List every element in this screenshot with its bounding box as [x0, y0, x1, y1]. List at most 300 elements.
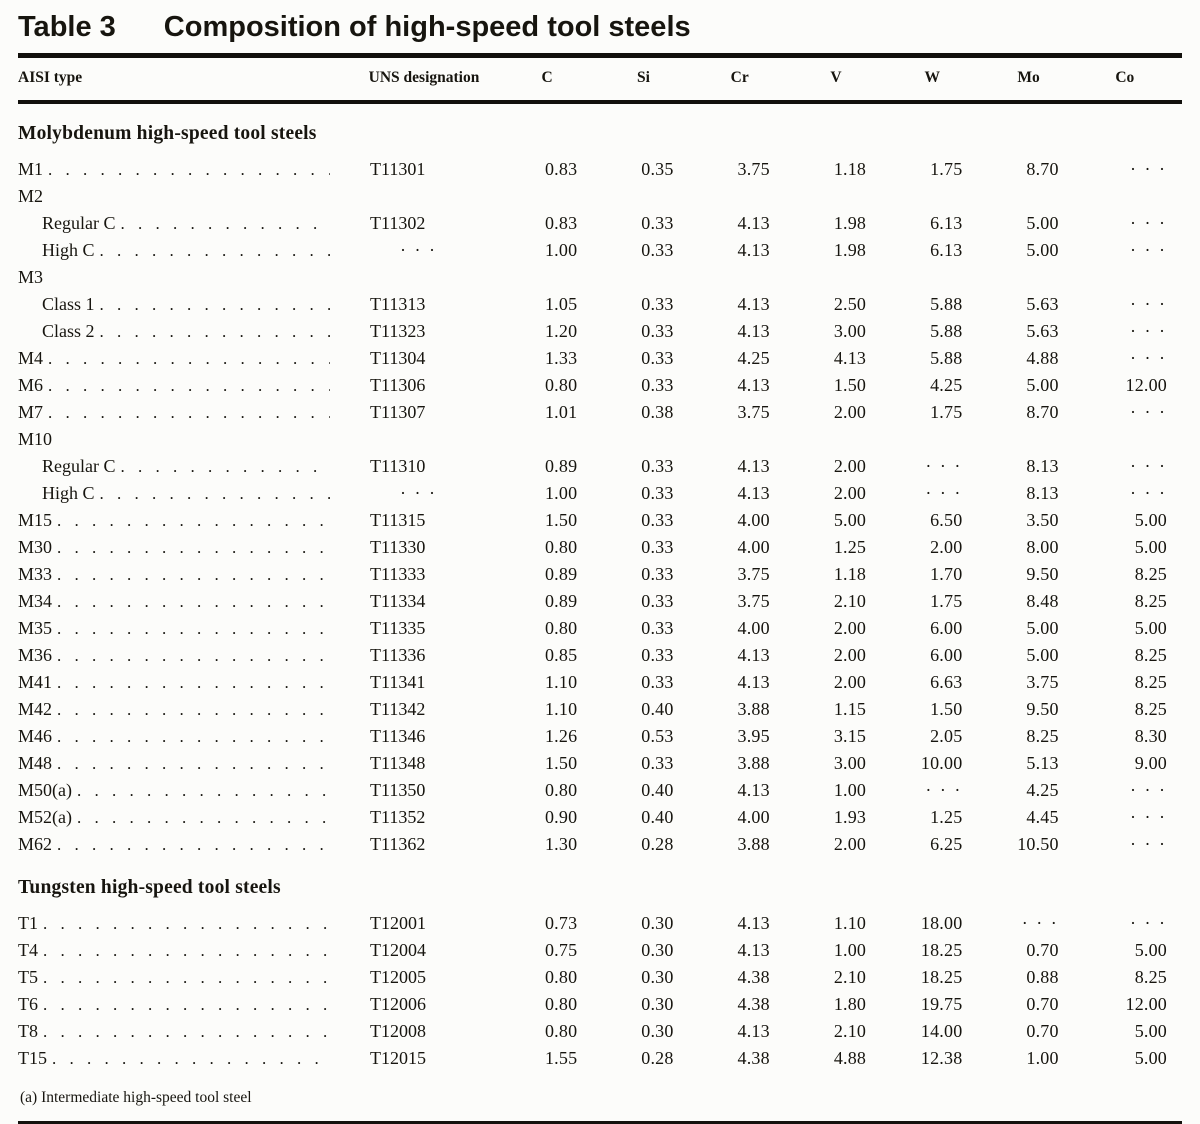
uns-designation-cell: T11352 [370, 807, 426, 827]
w-value-cell: 1.25 [930, 807, 963, 827]
co-value-cell: · · · [1130, 834, 1167, 854]
mo-value-cell: 8.48 [1026, 591, 1059, 611]
co-value-cell: 5.00 [1134, 618, 1167, 638]
cr-value-cell: 3.75 [737, 402, 770, 422]
uns-designation-cell: T11310 [370, 456, 426, 476]
aisi-type-label: Regular C [42, 213, 116, 233]
aisi-type-label: M4 [18, 348, 44, 368]
mo-value-cell: 10.50 [1017, 834, 1059, 854]
table-row [18, 588, 1182, 615]
co-value-cell: 8.25 [1134, 672, 1167, 692]
co-value-cell: 8.25 [1134, 564, 1167, 584]
aisi-type-label: M46 [18, 726, 53, 746]
si-value-cell: 0.35 [641, 159, 674, 179]
aisi-type-label: T5 [18, 967, 38, 987]
table-row [18, 318, 1182, 345]
aisi-type-label: T15 [18, 1048, 47, 1068]
dot-leader [57, 588, 330, 615]
aisi-type-label: M34 [18, 591, 53, 611]
aisi-type-cell [18, 831, 340, 858]
si-value-cell: 0.28 [641, 1048, 674, 1068]
table-row [18, 669, 1182, 696]
v-value-cell: 3.15 [833, 726, 867, 746]
w-value-cell: 4.25 [930, 375, 963, 395]
v-value-cell: 2.10 [833, 967, 867, 987]
c-value-cell: 0.83 [544, 159, 578, 179]
aisi-type-label: M52(a) [18, 807, 72, 827]
aisi-type-label: Class 1 [42, 294, 95, 314]
uns-designation-cell: T11348 [370, 753, 426, 773]
mo-value-cell: 5.63 [1026, 294, 1059, 314]
table-row [18, 426, 1182, 453]
aisi-type-label: M36 [18, 645, 53, 665]
mo-value-cell [989, 264, 1085, 291]
aisi-type-cell [18, 399, 340, 426]
aisi-type-label: M7 [18, 402, 44, 422]
c-value-cell: 1.55 [544, 1048, 578, 1068]
mo-value-cell: 3.75 [1026, 672, 1059, 692]
co-value-cell: 8.25 [1134, 699, 1167, 719]
si-value-cell: 0.33 [641, 456, 674, 476]
mo-value-cell: 5.63 [1026, 321, 1059, 341]
table-row [18, 1045, 1182, 1072]
column-header-cr: Cr [730, 69, 749, 86]
si-value-cell [604, 183, 700, 210]
v-value-cell: 2.00 [833, 834, 867, 854]
cr-value-cell: 4.13 [737, 375, 770, 395]
mo-value-cell: 0.70 [1026, 1021, 1059, 1041]
dot-leader [57, 723, 330, 750]
c-value-cell: 1.30 [544, 834, 578, 854]
cr-value-cell: 4.38 [737, 1048, 770, 1068]
mo-value-cell [989, 183, 1085, 210]
w-value-cell: 1.75 [930, 402, 963, 422]
w-value-cell: 5.88 [930, 294, 963, 314]
v-value-cell: 2.10 [833, 591, 867, 611]
cr-value-cell: 4.38 [737, 994, 770, 1014]
aisi-type-label: M30 [18, 537, 53, 557]
uns-designation-cell: T12008 [370, 1021, 426, 1041]
v-value-cell: 1.80 [833, 994, 867, 1014]
si-value-cell: 0.33 [641, 483, 674, 503]
dot-leader [48, 399, 330, 426]
dot-leader [100, 291, 330, 318]
dot-leader [57, 831, 330, 858]
aisi-type-cell [18, 210, 340, 237]
c-value-cell: 1.10 [544, 699, 578, 719]
uns-designation-cell: T11346 [370, 726, 426, 746]
w-value-cell: 5.88 [930, 321, 963, 341]
w-value-cell: 6.00 [930, 618, 963, 638]
w-value-cell: 6.63 [930, 672, 963, 692]
co-value-cell [1086, 264, 1182, 291]
aisi-type-cell [18, 426, 340, 453]
aisi-type-cell [18, 642, 340, 669]
co-value-cell: 5.00 [1134, 537, 1167, 557]
column-header-w: W [924, 69, 941, 86]
table-row [18, 156, 1182, 183]
mo-value-cell: 8.25 [1026, 726, 1059, 746]
aisi-type-cell [18, 723, 340, 750]
table-body [18, 102, 1182, 1072]
mo-value-cell: 5.00 [1026, 618, 1059, 638]
column-header-aisi-type: AISI type [18, 69, 83, 86]
uns-designation-cell: T12006 [370, 994, 426, 1014]
table-row [18, 910, 1182, 937]
v-value-cell: 1.00 [833, 940, 867, 960]
aisi-type-cell [18, 588, 340, 615]
aisi-type-cell [18, 318, 340, 345]
si-value-cell: 0.53 [641, 726, 674, 746]
aisi-type-cell [18, 1018, 340, 1045]
uns-designation-cell: T11302 [370, 213, 426, 233]
c-value-cell: 0.80 [544, 1021, 578, 1041]
dot-leader [100, 318, 330, 345]
si-value-cell: 0.30 [641, 1021, 674, 1041]
uns-designation-cell: T11334 [370, 591, 426, 611]
c-value-cell: 1.50 [544, 753, 578, 773]
aisi-type-label: High C [42, 483, 95, 503]
header-row [18, 58, 1182, 102]
w-value-cell: 1.75 [930, 159, 963, 179]
cr-value-cell: 4.00 [737, 537, 770, 557]
v-value-cell: 1.98 [833, 213, 867, 233]
si-value-cell: 0.33 [641, 294, 674, 314]
mo-value-cell: 8.13 [1026, 456, 1059, 476]
c-value-cell [508, 183, 604, 210]
w-value-cell: 10.00 [920, 753, 963, 773]
uns-designation-cell: T11304 [370, 348, 426, 368]
si-value-cell: 0.40 [641, 807, 674, 827]
si-value-cell [604, 264, 700, 291]
dot-leader [43, 1018, 330, 1045]
aisi-type-cell [18, 669, 340, 696]
table-row [18, 696, 1182, 723]
cr-value-cell: 4.13 [737, 940, 770, 960]
co-value-cell: · · · [1130, 402, 1167, 422]
uns-designation-cell: T11307 [370, 402, 426, 422]
c-value-cell: 0.85 [544, 645, 578, 665]
table-row [18, 831, 1182, 858]
dot-leader [121, 210, 331, 237]
co-value-cell: 5.00 [1134, 510, 1167, 530]
c-value-cell: 1.01 [544, 402, 578, 422]
mo-value-cell: 8.70 [1026, 402, 1059, 422]
cr-value-cell: 3.95 [737, 726, 770, 746]
v-value-cell: 5.00 [833, 510, 867, 530]
w-value-cell: 2.05 [930, 726, 963, 746]
column-header-co: Co [1115, 69, 1135, 86]
table-row [18, 534, 1182, 561]
v-value-cell: 1.10 [833, 913, 867, 933]
aisi-type-label: T1 [18, 913, 38, 933]
table-row [18, 372, 1182, 399]
uns-designation-cell: · · · [400, 240, 437, 260]
cr-value-cell: 4.13 [737, 913, 770, 933]
aisi-type-cell [18, 156, 340, 183]
c-value-cell: 1.10 [544, 672, 578, 692]
dot-leader [57, 534, 330, 561]
w-value-cell: 18.25 [920, 967, 963, 987]
cr-value-cell: 3.75 [737, 564, 770, 584]
column-header-v: V [830, 69, 842, 86]
uns-designation-cell: T11315 [370, 510, 426, 530]
mo-value-cell: 8.00 [1026, 537, 1059, 557]
cr-value-cell [701, 264, 797, 291]
si-value-cell: 0.33 [641, 510, 674, 530]
w-value-cell: 1.70 [930, 564, 963, 584]
composition-table [18, 58, 1182, 1072]
dot-leader [57, 507, 330, 534]
dot-leader [57, 561, 330, 588]
si-value-cell: 0.28 [641, 834, 674, 854]
w-value-cell: · · · [925, 456, 963, 476]
c-value-cell [508, 426, 604, 453]
v-value-cell: 3.00 [833, 321, 867, 341]
v-value-cell: 1.98 [833, 240, 867, 260]
aisi-type-cell [18, 534, 340, 561]
si-value-cell: 0.33 [641, 348, 674, 368]
aisi-type-cell [18, 910, 340, 937]
cr-value-cell: 4.13 [737, 1021, 770, 1041]
v-value-cell: 1.93 [833, 807, 867, 827]
uns-designation-cell: T11341 [370, 672, 426, 692]
aisi-type-cell [18, 615, 340, 642]
uns-designation-cell: T11313 [370, 294, 426, 314]
aisi-type-cell [18, 804, 340, 831]
cr-value-cell: 4.13 [737, 645, 770, 665]
table-row [18, 991, 1182, 1018]
aisi-type-cell [18, 507, 340, 534]
v-value-cell: 1.50 [833, 375, 867, 395]
c-value-cell: 0.89 [544, 564, 578, 584]
co-value-cell: 5.00 [1134, 1048, 1167, 1068]
cr-value-cell: 4.13 [737, 321, 770, 341]
si-value-cell: 0.30 [641, 994, 674, 1014]
w-value-cell: 6.50 [930, 510, 963, 530]
cr-value-cell: 3.88 [737, 753, 770, 773]
si-value-cell: 0.33 [641, 375, 674, 395]
table-row [18, 210, 1182, 237]
v-value-cell: 2.00 [833, 483, 867, 503]
c-value-cell: 0.80 [544, 967, 578, 987]
mo-value-cell: 5.00 [1026, 213, 1059, 233]
si-value-cell: 0.33 [641, 672, 674, 692]
co-value-cell: · · · [1130, 294, 1167, 314]
aisi-type-label: T4 [18, 940, 38, 960]
v-value-cell: 2.10 [833, 1021, 867, 1041]
w-value-cell [893, 183, 989, 210]
mo-value-cell: 8.70 [1026, 159, 1059, 179]
w-value-cell: 5.88 [930, 348, 963, 368]
uns-designation-cell: T12001 [370, 913, 426, 933]
cr-value-cell: 3.75 [737, 159, 770, 179]
w-value-cell: 18.25 [920, 940, 963, 960]
mo-value-cell: 1.00 [1026, 1048, 1059, 1068]
co-value-cell: 5.00 [1134, 940, 1167, 960]
dot-leader [48, 372, 330, 399]
cr-value-cell: 4.00 [737, 618, 770, 638]
table-row [18, 399, 1182, 426]
cr-value-cell: 4.13 [737, 456, 770, 476]
c-value-cell: 1.26 [544, 726, 578, 746]
c-value-cell: 0.83 [544, 213, 578, 233]
v-value-cell: 4.13 [833, 348, 867, 368]
mo-value-cell: 4.88 [1026, 348, 1059, 368]
aisi-type-label: M50(a) [18, 780, 72, 800]
w-value-cell: 18.00 [920, 913, 963, 933]
si-value-cell: 0.33 [641, 213, 674, 233]
uns-designation-cell: · · · [400, 483, 437, 503]
v-value-cell: 1.25 [833, 537, 867, 557]
table-number: Table 3 [18, 11, 116, 43]
v-value-cell [797, 183, 893, 210]
aisi-type-cell [18, 937, 340, 964]
cr-value-cell: 4.13 [737, 240, 770, 260]
v-value-cell: 1.00 [833, 780, 867, 800]
aisi-type-cell [18, 345, 340, 372]
v-value-cell [797, 264, 893, 291]
aisi-type-cell [18, 964, 340, 991]
section-heading-row [18, 102, 1182, 156]
co-value-cell: 12.00 [1125, 375, 1167, 395]
aisi-type-cell [18, 264, 340, 291]
c-value-cell: 1.20 [544, 321, 578, 341]
uns-designation-cell: T11330 [370, 537, 426, 557]
dot-leader [52, 1045, 330, 1072]
table-row [18, 804, 1182, 831]
table-row [18, 1018, 1182, 1045]
dot-leader [43, 964, 330, 991]
aisi-type-label: M33 [18, 564, 53, 584]
w-value-cell: 12.38 [920, 1048, 963, 1068]
cr-value-cell [701, 183, 797, 210]
cr-value-cell: 3.88 [737, 699, 770, 719]
dot-leader [43, 910, 330, 937]
co-value-cell: 8.25 [1134, 967, 1167, 987]
table-row [18, 291, 1182, 318]
aisi-type-cell [18, 696, 340, 723]
dot-leader [77, 777, 330, 804]
co-value-cell: · · · [1130, 159, 1167, 179]
si-value-cell [604, 426, 700, 453]
column-header-mo: Mo [1017, 69, 1040, 86]
aisi-type-label: M10 [18, 429, 53, 449]
w-value-cell: 6.00 [930, 645, 963, 665]
uns-designation-cell: T11335 [370, 618, 426, 638]
v-value-cell: 2.00 [833, 645, 867, 665]
uns-designation-cell: T11323 [370, 321, 426, 341]
table-row [18, 480, 1182, 507]
cr-value-cell: 4.25 [737, 348, 770, 368]
co-value-cell [1086, 426, 1182, 453]
c-value-cell: 1.50 [544, 510, 578, 530]
uns-designation-cell: T12015 [370, 1048, 426, 1068]
section-heading-row [18, 858, 1182, 910]
uns-designation-cell: T11362 [370, 834, 426, 854]
v-value-cell: 3.00 [833, 753, 867, 773]
aisi-type-label: Class 2 [42, 321, 95, 341]
table-row [18, 345, 1182, 372]
table-header [18, 58, 1182, 102]
c-value-cell: 0.89 [544, 591, 578, 611]
dot-leader [57, 750, 330, 777]
cr-value-cell: 4.13 [737, 213, 770, 233]
v-value-cell [797, 426, 893, 453]
c-value-cell: 0.73 [544, 913, 578, 933]
cr-value-cell: 4.00 [737, 510, 770, 530]
c-value-cell [508, 264, 604, 291]
cr-value-cell: 3.75 [737, 591, 770, 611]
w-value-cell: 19.75 [920, 994, 963, 1014]
co-value-cell: 5.00 [1134, 1021, 1167, 1041]
uns-designation-cell: T11306 [370, 375, 426, 395]
cr-value-cell [701, 426, 797, 453]
co-value-cell: · · · [1130, 348, 1167, 368]
c-value-cell: 1.00 [544, 240, 578, 260]
c-value-cell: 0.90 [544, 807, 578, 827]
v-value-cell: 2.50 [833, 294, 867, 314]
w-value-cell: 2.00 [930, 537, 963, 557]
table-row [18, 777, 1182, 804]
table-row [18, 507, 1182, 534]
si-value-cell: 0.30 [641, 913, 674, 933]
mo-value-cell: 9.50 [1026, 699, 1059, 719]
table-row [18, 453, 1182, 480]
table-row [18, 964, 1182, 991]
co-value-cell: · · · [1130, 321, 1167, 341]
section-heading: Tungsten high-speed tool steels [18, 877, 281, 898]
dot-leader [57, 642, 330, 669]
c-value-cell: 1.05 [544, 294, 578, 314]
column-header-c: C [541, 69, 553, 86]
table-row [18, 750, 1182, 777]
dot-leader [48, 345, 330, 372]
uns-designation-cell: T12005 [370, 967, 426, 987]
mo-value-cell: 5.00 [1026, 375, 1059, 395]
cr-value-cell: 4.13 [737, 780, 770, 800]
mo-value-cell: 5.00 [1026, 645, 1059, 665]
aisi-type-label: M3 [18, 267, 44, 287]
mo-value-cell: 0.70 [1026, 940, 1059, 960]
mo-value-cell: 0.70 [1026, 994, 1059, 1014]
uns-designation-cell: T12004 [370, 940, 426, 960]
w-value-cell: 1.75 [930, 591, 963, 611]
c-value-cell: 1.33 [544, 348, 578, 368]
uns-designation-cell: T11336 [370, 645, 426, 665]
dot-leader [77, 804, 330, 831]
aisi-type-label: Regular C [42, 456, 116, 476]
aisi-type-label: M62 [18, 834, 53, 854]
aisi-type-label: M35 [18, 618, 53, 638]
column-header-si: Si [636, 69, 650, 86]
co-value-cell: 8.30 [1134, 726, 1167, 746]
aisi-type-label: T8 [18, 1021, 38, 1041]
aisi-type-label: M42 [18, 699, 53, 719]
mo-value-cell: 4.25 [1026, 780, 1059, 800]
w-value-cell: 14.00 [920, 1021, 963, 1041]
dot-leader [43, 991, 330, 1018]
aisi-type-label: M2 [18, 186, 44, 206]
v-value-cell: 4.88 [833, 1048, 867, 1068]
table-row [18, 723, 1182, 750]
co-value-cell: · · · [1130, 213, 1167, 233]
co-value-cell: · · · [1130, 240, 1167, 260]
w-value-cell: · · · [925, 780, 963, 800]
cr-value-cell: 3.88 [737, 834, 770, 854]
aisi-type-label: M6 [18, 375, 44, 395]
table-title [18, 8, 1182, 44]
